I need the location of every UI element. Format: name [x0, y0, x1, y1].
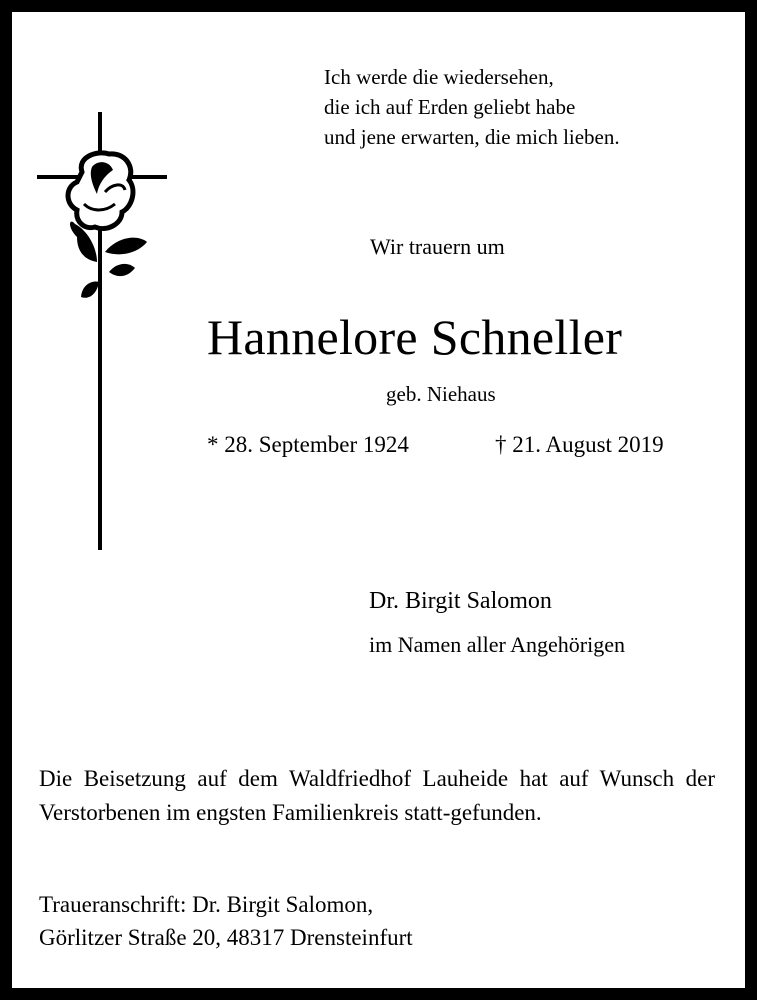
signer-name: Dr. Birgit Salomon	[369, 588, 552, 614]
death-date: † 21. August 2019	[495, 432, 664, 457]
burial-notice: Die Beisetzung auf dem Waldfriedhof Lauheide hat auf Wunsch der Verstorbenen im engsten Familienkreis statt-gefunden.	[39, 766, 715, 825]
cross-with-rose-icon	[37, 112, 167, 550]
birth-date: * 28. September 1924	[207, 432, 409, 457]
address-line: Görlitzer Straße 20, 48317 Drensteinfurt	[39, 925, 413, 950]
mourning-address	[39, 888, 413, 954]
poem-line: und jene erwarten, die mich lieben.	[324, 125, 620, 149]
poem-line: Ich werde die wiedersehen,	[324, 65, 554, 89]
rose-icon	[68, 153, 147, 298]
deceased-name: Hannelore Schneller	[207, 309, 623, 365]
poem-line: die ich auf Erden geliebt habe	[324, 95, 576, 119]
signer-on-behalf: im Namen aller Angehörigen	[369, 632, 625, 657]
maiden-name: geb. Niehaus	[386, 382, 496, 406]
address-line: Traueranschrift: Dr. Birgit Salomon,	[39, 892, 374, 917]
poem	[324, 62, 620, 152]
mourning-line: Wir trauern um	[370, 234, 505, 259]
